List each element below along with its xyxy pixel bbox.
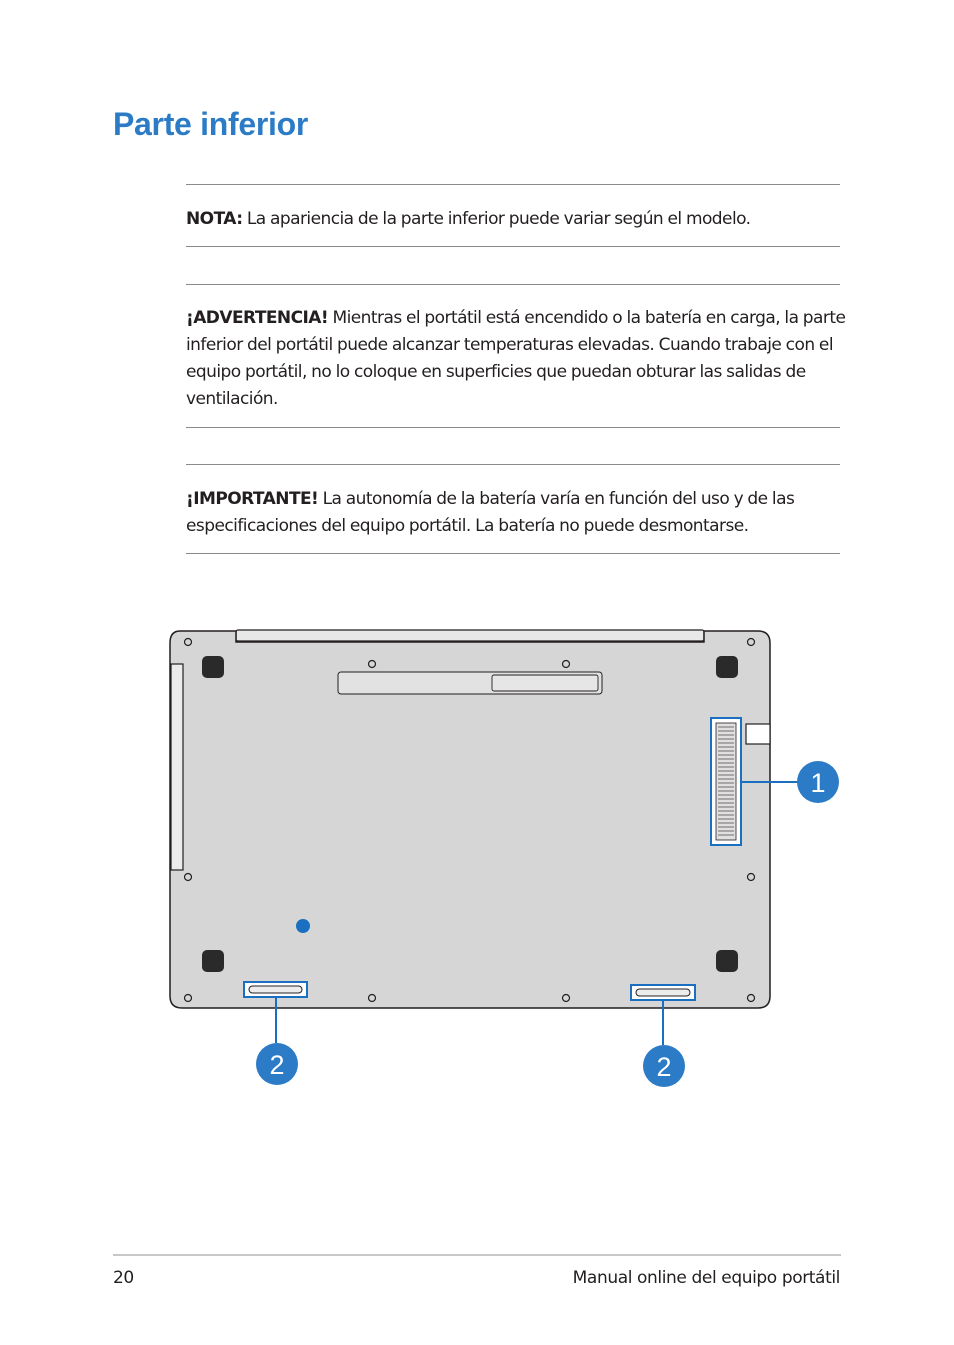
page-title: Parte inferior: [113, 106, 308, 142]
important-top-rule: [186, 464, 840, 465]
right-speaker: [636, 989, 690, 996]
important-paragraph: [186, 486, 846, 540]
important-bottom-rule: [186, 553, 840, 554]
callout-1-number: 1: [810, 768, 826, 798]
rubber-foot-bottom-right: [716, 950, 738, 972]
note-top-rule: [186, 184, 840, 185]
warning-text: Mientras el portátil está encendido o la batería en carga, la parte inferior del portátil puede alcanzar temperaturas elevadas. Cuando trabaje con el equipo portátil, no lo coloque en superficies que puedan obturar las salidas de ventilación.: [186, 308, 846, 409]
laptop-bottom-diagram: [160, 618, 850, 1098]
important-text: La autonomía de la batería varía en función del uso y de las especificaciones del equipo portátil. La batería no puede desmontarse.: [186, 489, 795, 536]
page-number: 20: [113, 1268, 134, 1288]
callout-2-right-number: 2: [656, 1052, 672, 1082]
rubber-foot-top-right: [716, 656, 738, 678]
air-vent: [716, 723, 736, 840]
warning-paragraph: [186, 305, 846, 413]
left-speaker: [249, 986, 302, 993]
note-paragraph: [186, 206, 846, 233]
rubber-foot-bottom-left: [202, 950, 224, 972]
warning-top-rule: [186, 284, 840, 285]
callout-2-left-number: 2: [269, 1050, 285, 1080]
note-label: NOTA:: [186, 209, 243, 229]
footer-rule: [113, 1254, 841, 1256]
note-text: La apariencia de la parte inferior puede variar según el modelo.: [246, 209, 751, 229]
warning-bottom-rule: [186, 427, 840, 428]
top-panel-inner: [492, 675, 598, 691]
rubber-foot-top-left: [202, 656, 224, 678]
right-side-port: [746, 724, 770, 744]
left-edge-panel: [171, 664, 183, 870]
note-bottom-rule: [186, 246, 840, 247]
important-label: ¡IMPORTANTE!: [186, 489, 319, 509]
warning-label: ¡ADVERTENCIA!: [186, 308, 329, 328]
indicator-dot: [296, 919, 310, 933]
footer-title: Manual online del equipo portátil: [572, 1268, 840, 1288]
hinge-bar: [236, 630, 704, 641]
